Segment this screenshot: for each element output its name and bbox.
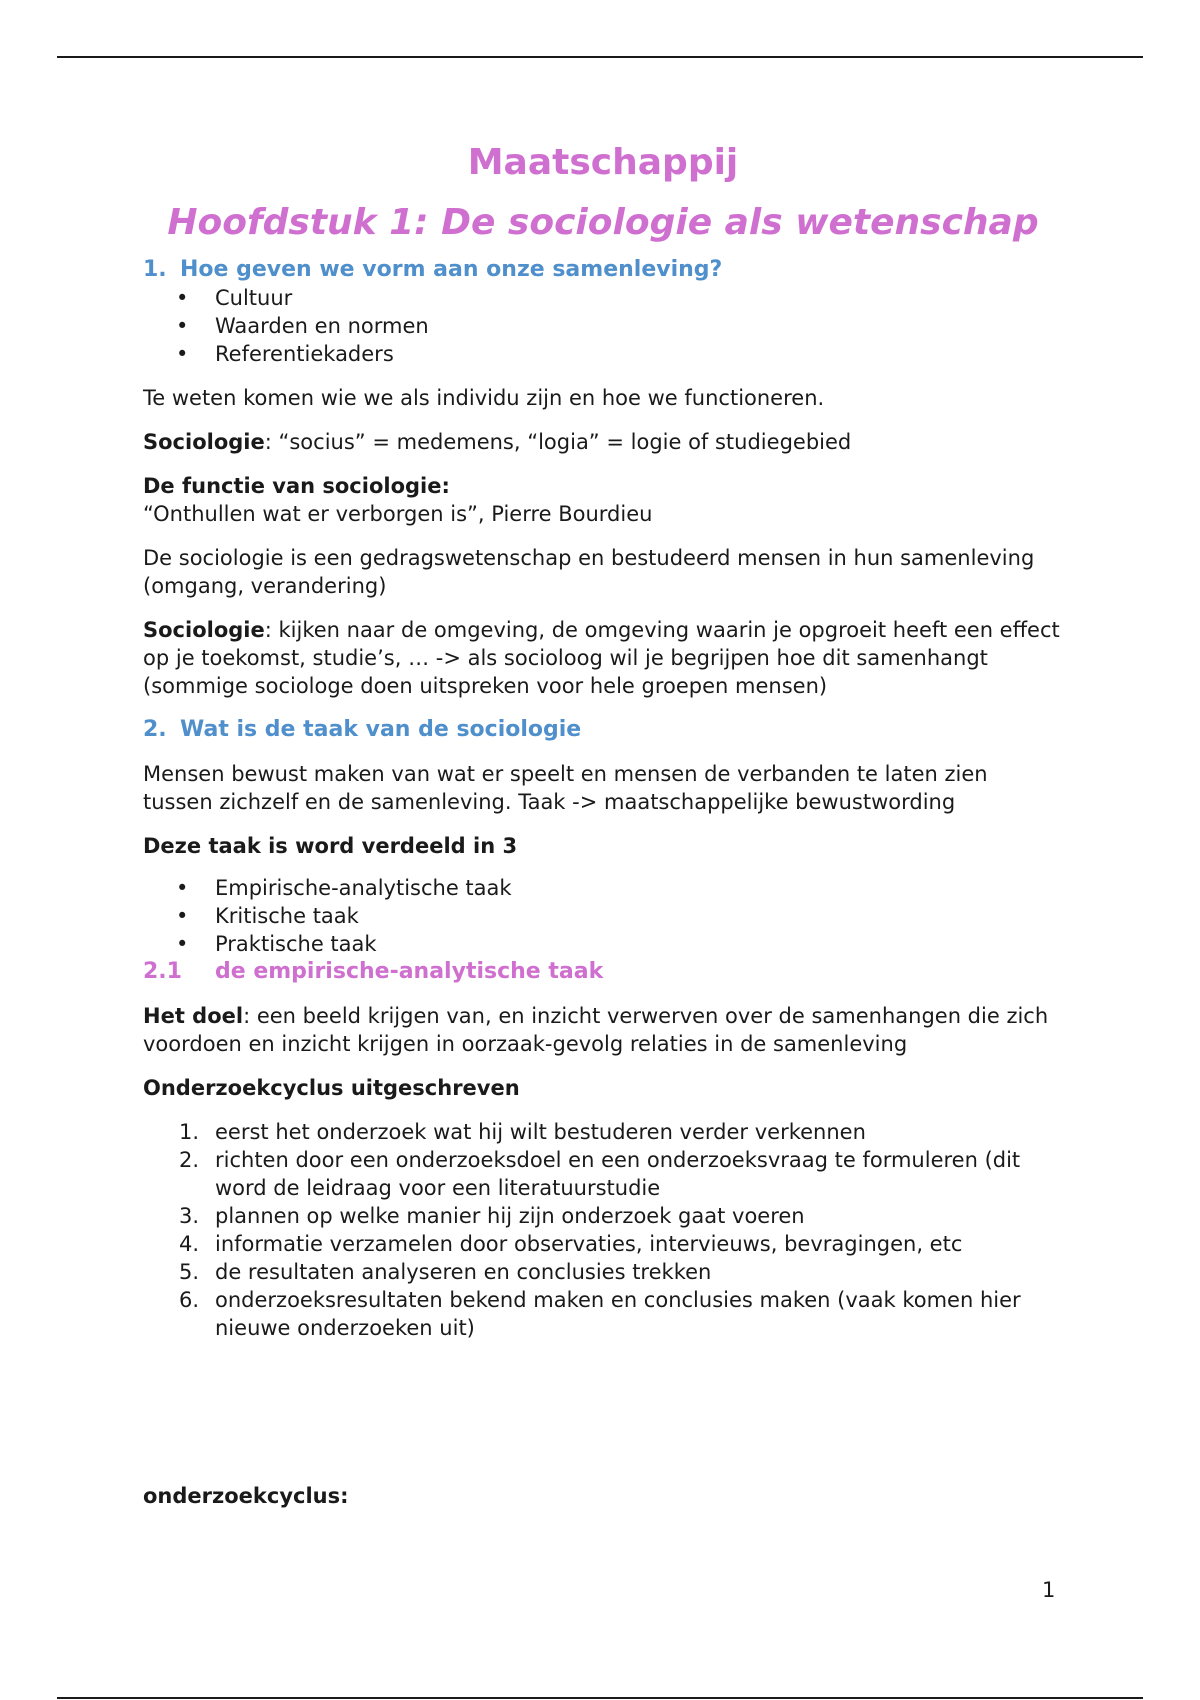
- section-2-1-title: de empirische-analytische taak: [215, 959, 604, 984]
- section-2-1-heading: [143, 958, 1063, 986]
- cyclus-heading: Onderzoekcyclus uitgeschreven: [143, 1076, 520, 1100]
- list-item: • Cultuur: [143, 284, 1063, 312]
- section-1-number: 1.: [143, 257, 167, 282]
- list-item: 6. onderzoeksresultaten bekend maken en conclusies maken (vaak komen hier nieuwe onderzoeken uit): [179, 1288, 1021, 1340]
- functie-heading: De functie van sociologie:: [143, 474, 450, 498]
- definition-term: Sociologie: [143, 618, 265, 642]
- chapter-title: Hoofdstuk 1: De sociologie als wetenschap: [167, 202, 1039, 243]
- taak-heading: Deze taak is word verdeeld in 3: [143, 834, 518, 858]
- list-item: 3. plannen op welke manier hij zijn onderzoek gaat voeren: [179, 1204, 805, 1228]
- section-2-title: Wat is de taak van de sociologie: [180, 717, 582, 742]
- list-item: 5. de resultaten analyseren en conclusies trekken: [179, 1260, 712, 1284]
- bullet-marker: •: [176, 286, 189, 310]
- list-item: 1. eerst het onderzoek wat hij wilt bestuderen verder verkennen: [179, 1120, 866, 1144]
- section-1-bullet-list: [143, 284, 1063, 368]
- section-1-title: Hoe geven we vorm aan onze samenleving?: [180, 257, 723, 282]
- list-item: • Referentiekaders: [143, 340, 1063, 368]
- footer-rule: [57, 1697, 1143, 1699]
- list-item: • Kritische taak: [143, 902, 1063, 930]
- doel-term: Het doel: [143, 1004, 244, 1028]
- cyclus-label: onderzoekcyclus:: [143, 1484, 349, 1508]
- bullet-marker: •: [176, 876, 189, 900]
- sociologie-paragraph: Sociologie: kijken naar de omgeving, de omgeving waarin je opgroeit heeft een effect op je toekomst, studie’s, … -> als socioloog wil je begrijpen hoe dit samenhangt (sommige sociologe doen uitspreken voor hele groepen mensen): [143, 618, 1060, 698]
- section-2-1-number: 2.1: [143, 959, 182, 984]
- bullet-marker: •: [176, 342, 189, 366]
- document-page: [143, 140, 1063, 1510]
- section-2-heading: [143, 716, 1063, 744]
- bullet-marker: •: [176, 314, 189, 338]
- section-2-number: 2.: [143, 717, 167, 742]
- paragraph: Te weten komen wie we als individu zijn en hoe we functioneren.: [143, 386, 825, 410]
- document-title: Maatschappij: [467, 142, 739, 183]
- list-item: • Praktische taak: [143, 930, 1063, 958]
- definition-paragraph: Sociologie: “socius” = medemens, “logia” = logie of studiegebied: [143, 430, 852, 454]
- onderzoekcyclus-list: [143, 1118, 1063, 1342]
- list-item: • Empirische-analytische taak: [143, 874, 1063, 902]
- page-number: 1: [1042, 1578, 1056, 1602]
- list-item: • Waarden en normen: [143, 312, 1063, 340]
- bourdieu-quote: “Onthullen wat er verborgen is”, Pierre Bourdieu: [143, 502, 653, 526]
- header-rule: [57, 56, 1143, 58]
- paragraph: De sociologie is een gedragswetenschap en bestudeerd mensen in hun samenleving (omgang, verandering): [143, 546, 1035, 598]
- bullet-marker: •: [176, 932, 189, 956]
- section-1-heading: [143, 256, 1063, 284]
- doel-paragraph: Het doel: een beeld krijgen van, en inzicht verwerven over de samenhangen die zich voordoen en inzicht krijgen in oorzaak-gevolg relaties in de samenleving: [143, 1004, 1049, 1056]
- section-2-bullet-list: [143, 874, 1063, 958]
- paragraph: Mensen bewust maken van wat er speelt en mensen de verbanden te laten zien tussen zichzelf en de samenleving. Taak -> maatschappelijke bewustwording: [143, 762, 988, 814]
- list-item: 2. richten door een onderzoeksdoel en een onderzoeksvraag te formuleren (dit word de leidraag voor een literatuurstudie: [179, 1148, 1021, 1200]
- list-item: 4. informatie verzamelen door observaties, intervieuws, bevragingen, etc: [179, 1232, 963, 1256]
- bullet-marker: •: [176, 904, 189, 928]
- definition-term: Sociologie: [143, 430, 265, 454]
